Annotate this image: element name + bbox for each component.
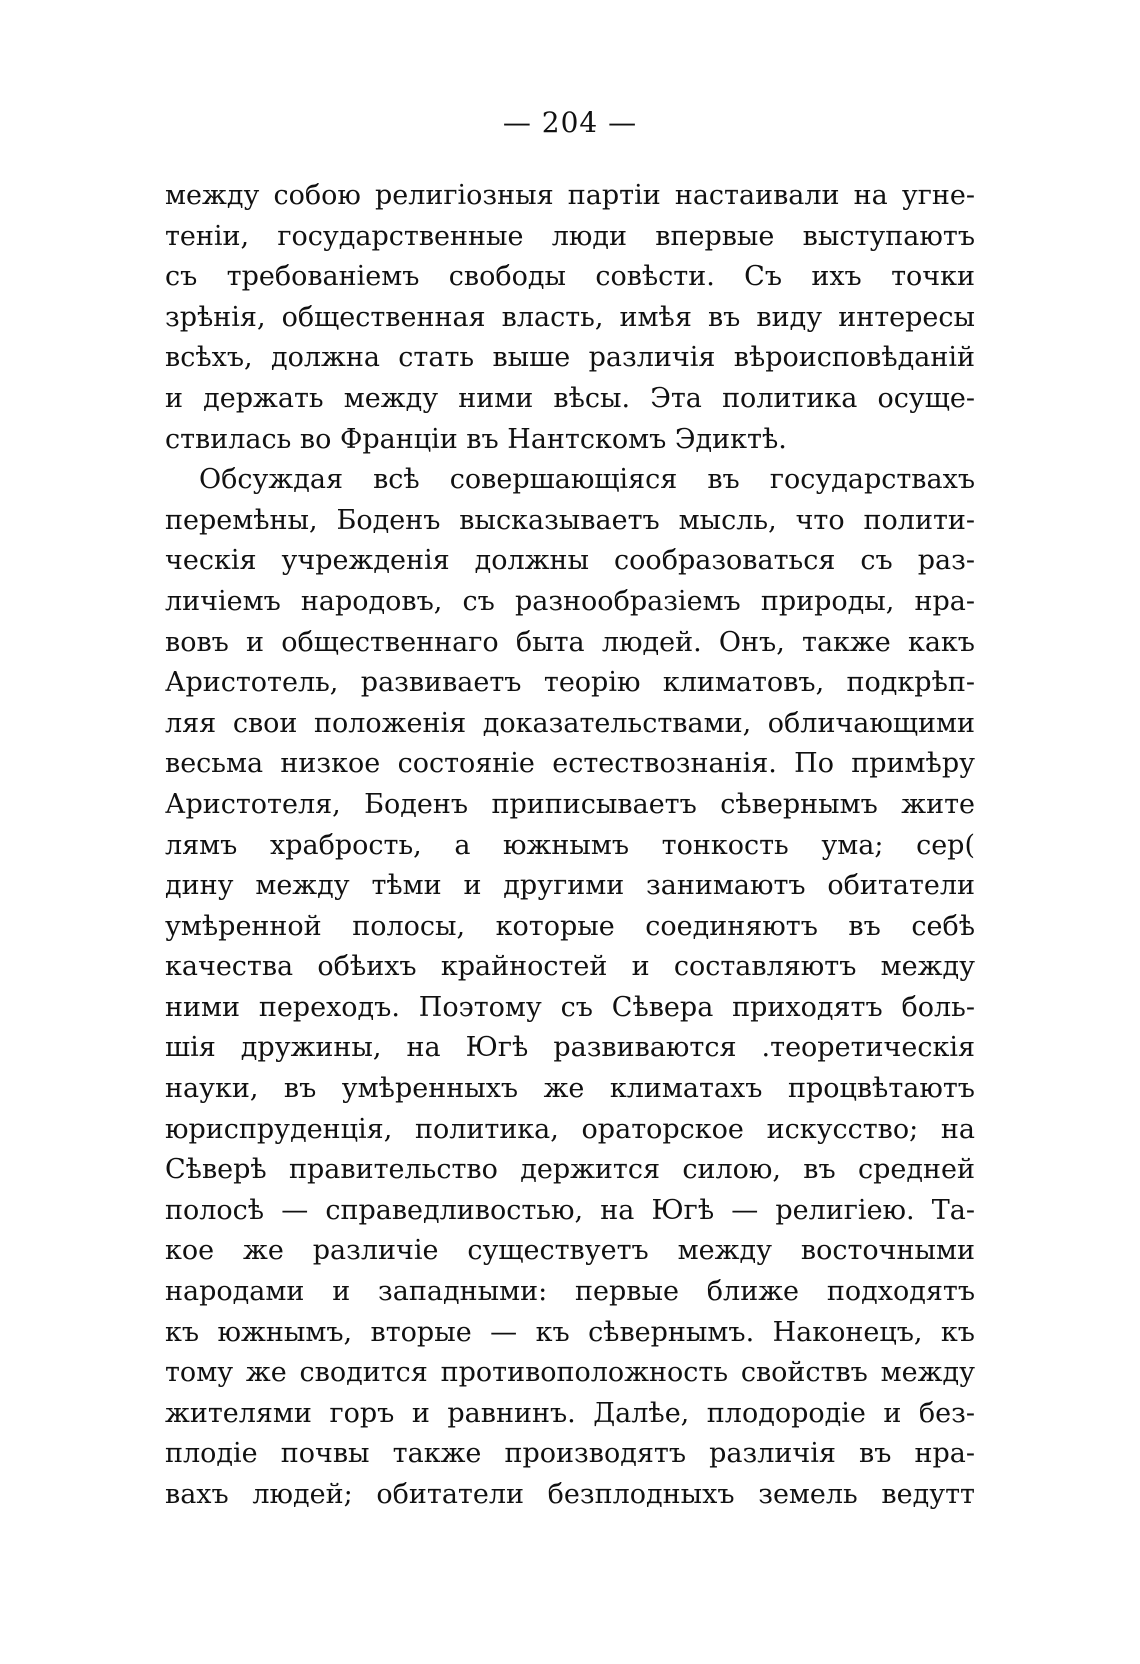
text-line: юриспруденція, политика, ораторское искусство; на xyxy=(165,1113,975,1145)
text-line: Аристотеля, Боденъ приписываетъ сѣвернымъ жите xyxy=(165,788,975,820)
text-line: и держать между ними вѣсы. Эта политика осуще- xyxy=(165,382,975,414)
text-line: полосѣ — справедливостью, на Югѣ — религіею. Та- xyxy=(165,1194,975,1226)
text-line: Аристотель, развиваетъ теорію климатовъ, подкрѣп- xyxy=(165,667,975,699)
text-line: личіемъ народовъ, съ разнообразіемъ природы, нра- xyxy=(165,585,975,617)
text-line: Сѣверѣ правительство держится силою, въ средней xyxy=(165,1154,975,1186)
text-line: умѣренной полосы, которые соединяютъ въ себѣ xyxy=(165,910,975,942)
text-line: перемѣны, Боденъ высказываетъ мысль, что полити- xyxy=(165,504,975,536)
text-line: весьма низкое состояніе естествознанія. По примѣру xyxy=(165,748,975,780)
text-line: Обсуждая всѣ совершающіяся въ государствахъ xyxy=(199,464,975,496)
text-line: жителями горъ и равнинъ. Далѣе, плодородіе и без- xyxy=(165,1397,975,1429)
page-number: — 204 — xyxy=(502,106,638,139)
text-line: плодіе почвы также производятъ различія въ нра- xyxy=(165,1438,975,1470)
text-line: вахъ людей; обитатели безплодныхъ земель ведутт xyxy=(165,1479,975,1510)
text-line: теніи, государственные люди впервые выступаютъ xyxy=(165,220,975,252)
text-line: качества обѣихъ крайностей и составляютъ между xyxy=(165,951,975,983)
text-line: вовъ и общественнаго быта людей. Онъ, также какъ xyxy=(165,626,975,658)
text-line: всѣхъ, должна стать выше различія вѣроисповѣданій xyxy=(165,342,975,374)
text-line: ляя свои положенія доказательствами, обличающими xyxy=(165,707,975,739)
text-line: народами и западными: первые ближе подходятъ xyxy=(165,1276,975,1308)
text-line: шія дружины, на Югѣ развиваются .теоретическія xyxy=(165,1032,975,1064)
text-line: къ южнымъ, вторые — къ сѣвернымъ. Наконецъ, къ xyxy=(165,1316,975,1348)
text-line: ческія учрежденія должны сообразоваться съ раз- xyxy=(165,545,975,577)
text-line: лямъ храбрость, а южнымъ тонкость ума; сер( xyxy=(165,829,975,861)
text-line: дину между тѣми и другими занимаютъ обитатели xyxy=(165,870,975,902)
text-line: ними переходъ. Поэтому съ Сѣвера приходятъ боль- xyxy=(165,991,975,1023)
text-line: кое же различіе существуетъ между восточными xyxy=(165,1235,975,1267)
text-line: науки, въ умѣренныхъ же климатахъ процвѣтаютъ xyxy=(165,1073,975,1105)
text-line: зрѣнія, общественная власть, имѣя въ виду интересы xyxy=(165,301,975,333)
text-line: тому же сводится противоположность свойствъ между xyxy=(165,1357,975,1389)
text-line: ствилась во Франціи въ Нантскомъ Эдиктѣ. xyxy=(165,423,787,455)
text-line: между собою религіозныя партіи настаивали на угне- xyxy=(165,180,975,211)
body-text xyxy=(165,176,975,1516)
text-line: съ требованіемъ свободы совѣсти. Съ ихъ точки xyxy=(165,261,975,293)
